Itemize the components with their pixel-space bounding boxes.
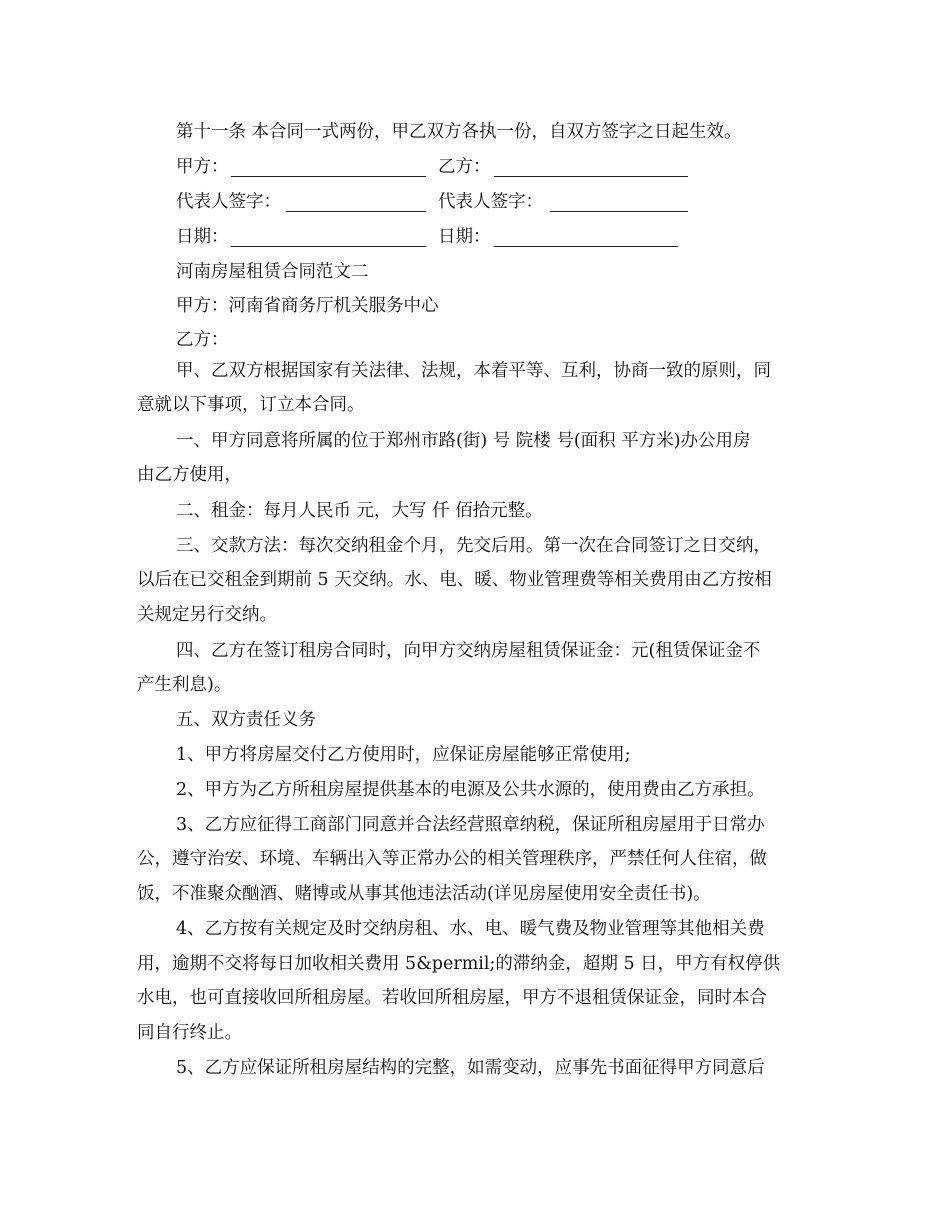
clause-3-l1: 三、交款方法：每次交纳租金个月，先交后用。第一次在合同签订之日交纳， (176, 536, 771, 556)
rep-b-label: 代表人签字： (438, 192, 543, 212)
item-4-l1: 4、乙方按有关规定及时交纳房租、水、电、暖气费及物业管理等其他相关费 (176, 919, 765, 939)
item-3-l1: 3、乙方应征得工商部门同意并合法经营照章纳税，保证所租房屋用于日常办 (176, 815, 765, 835)
item-2-l1: 2、甲方为乙方所租房屋提供基本的电源及公共水源的，使用费由乙方承担。 (176, 780, 765, 800)
date-a-blank[interactable] (231, 228, 426, 247)
intro-paragraph-l2: 意就以下事项，订立本合同。 (137, 395, 365, 415)
date-b-blank[interactable] (494, 228, 678, 247)
rep-a-label: 代表人签字： (176, 192, 281, 212)
party-b-signature-blank[interactable] (494, 158, 688, 177)
item-3-l2: 公，遵守治安、环境、车辆出入等正常办公的相关管理秩序，严禁任何人住宿，做 (137, 849, 767, 869)
item-4-l4: 同自行终止。 (137, 1023, 242, 1043)
item-5-l1: 5、乙方应保证所租房屋结构的完整，如需变动，应事先书面征得甲方同意后 (176, 1058, 765, 1078)
party-a-signature-blank[interactable] (231, 158, 426, 177)
item-4-l2: 用，逾期不交将每日加收相关费用 5&permil;的滞纳金，超期 5 日，甲方有权停供 (137, 954, 781, 974)
clause-3-l2: 以后在已交租金到期前 5 天交纳。水、电、暖、物业管理费等相关费用由乙方按相 (137, 570, 772, 590)
item-1-l1: 1、甲方将房屋交付乙方使用时，应保证房屋能够正常使用; (176, 745, 631, 765)
intro-paragraph-l1: 甲、乙双方根据国家有关法律、法规，本着平等、互利，协商一致的原则，同 (176, 361, 771, 381)
clause-2-l1: 二、租金：每月人民币 元，大写 仟 佰拾元整。 (176, 501, 543, 521)
item-3-l3: 饭，不准聚众酗酒、赌博或从事其他违法活动(详见房屋使用安全责任书)。 (137, 884, 711, 904)
rep-b-signature-blank[interactable] (550, 193, 688, 212)
date-b-label: 日期： (438, 227, 491, 247)
contract-title-2: 河南房屋租赁合同范文二 (176, 262, 369, 282)
party-b-label: 乙方： (438, 157, 491, 177)
clause-5-heading: 五、双方责任义务 (176, 710, 316, 730)
rep-a-signature-blank[interactable] (286, 193, 426, 212)
clause-1-l1: 一、甲方同意将所属的位于郑州市路(街) 号 院楼 号(面积 平方米)办公用房 (176, 431, 751, 451)
item-4-l3: 水电，也可直接收回所租房屋。若收回所租房屋，甲方不退租赁保证金，同时本合 (137, 988, 767, 1008)
article-11: 第十一条 本合同一式两份，甲乙双方各执一份，自双方签字之日起生效。 (176, 122, 742, 142)
clause-4-l2: 产生利息)。 (137, 675, 232, 695)
party-b-line: 乙方： (176, 330, 229, 350)
date-a-label: 日期： (176, 227, 229, 247)
party-a-line: 甲方：河南省商务厅机关服务中心 (176, 296, 439, 316)
clause-1-l2: 由乙方使用， (137, 465, 242, 485)
party-a-label: 甲方： (176, 157, 229, 177)
clause-4-l1: 四、乙方在签订租房合同时，向甲方交纳房屋租赁保证金：元(租赁保证金不 (176, 641, 761, 661)
clause-3-l3: 关规定另行交纳。 (137, 605, 277, 625)
